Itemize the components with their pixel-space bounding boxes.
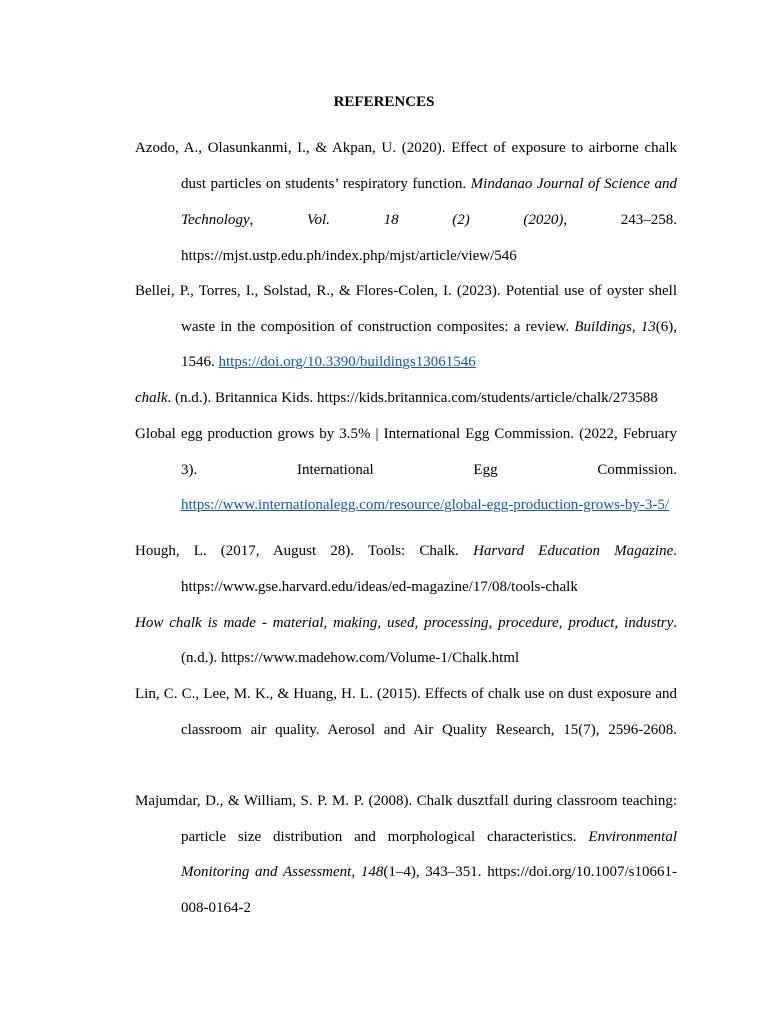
reference-line: 008-0164-2 — [181, 900, 251, 916]
reference-line: particle size distribution and morphological characteristics. Environmental — [181, 829, 677, 845]
doi-link[interactable]: https://doi.org/10.3390/buildings13061546 — [218, 354, 476, 370]
journal-title: Mindanao Journal of Science and — [470, 176, 677, 192]
reference-line: Azodo, A., Olasunkanmi, I., & Akpan, U. (2020). Effect of exposure to airborne chalk — [135, 140, 677, 156]
reference-line: waste in the composition of construction composites: a review. Buildings, 13(6), — [181, 319, 677, 335]
page-title: REFERENCES — [333, 94, 435, 110]
reference-line: (n.d.). https://www.madehow.com/Volume-1/Chalk.html — [181, 650, 520, 666]
reference-chalk: chalk. (n.d.). Britannica Kids. https://kids.britannica.com/students/article/chalk/273588 — [135, 390, 658, 406]
reference-line: Lin, C. C., Lee, M. K., & Huang, H. L. (2015). Effects of chalk use on dust exposure and — [135, 686, 677, 702]
reference-line: classroom air quality. Aerosol and Air Quality Research, 15(7), 2596-2608. — [181, 722, 677, 738]
reference-line: Monitoring and Assessment, 148(1–4), 343–351. https://doi.org/10.1007/s10661- — [181, 864, 677, 880]
reference-line: Global egg production grows by 3.5% | International Egg Commission. (2022, February — [135, 426, 677, 442]
egg-link[interactable]: https://www.internationalegg.com/resource/global-egg-production-grows-by-3-5/ — [181, 497, 670, 513]
reference-line: 3). International Egg Commission. — [181, 462, 677, 478]
reference-line: Hough, L. (2017, August 28). Tools: Chalk. Harvard Education Magazine. — [135, 543, 678, 559]
reference-line: dust particles on students’ respiratory function. Mindanao Journal of Science and — [181, 176, 677, 192]
reference-line: Technology, Vol. 18 (2) (2020), 243–258. — [181, 212, 677, 228]
reference-url: https://www.gse.harvard.edu/ideas/ed-magazine/17/08/tools-chalk — [181, 579, 578, 595]
reference-line: 1546. https://doi.org/10.3390/buildings13061546 — [181, 354, 476, 370]
reference-line: Bellei, P., Torres, I., Solstad, R., & Flores-Colen, I. (2023). Potential use of oyster shell — [135, 283, 677, 299]
reference-line: How chalk is made - material, making, used, processing, procedure, product, industry. — [135, 615, 677, 631]
reference-url: https://mjst.ustp.edu.ph/index.php/mjst/article/view/546 — [181, 248, 517, 264]
reference-line: Majumdar, D., & William, S. P. M. P. (2008). Chalk dusztfall during classroom teaching: — [135, 793, 677, 809]
